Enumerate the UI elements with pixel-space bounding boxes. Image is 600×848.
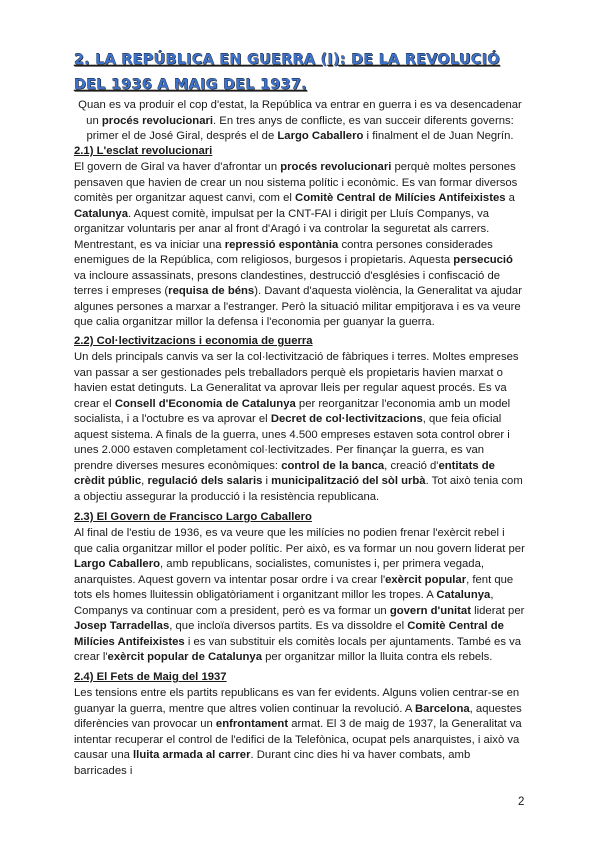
section-paragraph: Al final de l'estiu de 1936, es va veure que les milícies no podien frenar l'exèrcit rebel i que calia organitzar millor el poder polític. Per això, es va formar un nou govern liderat per Largo Caballero, amb republicans, socialistes, comunistes i, per primera vegada, anarquistes. Aquest govern va intentar posar ordre i va crear l'exèrcit popular, fent que tots els homes lluitessin obligatòriament i organitzant millor les tropes. A Catalunya, Companys va continuar com a president, però es va formar un govern d'unitat liderat per Josep Tarradellas, que incloïa diversos partits. Es va dissoldre el Comitè Central de Milícies Antifeixistes i es van substituir els comitès locals per ajuntaments. També es va crear l'exèrcit popular de Catalunya per organitzar millor la lluita contra els rebels. (74, 527, 525, 663)
intro-paragraph: Quan es va produir el cop d'estat, la República va entrar en guerra i es va desencadenar un procés revolucionari. En tres anys de conflicte, es van succeir diferents governs: primer el de José Giral, després el de Largo Caballero i finalment el de Juan Negrín. (78, 99, 522, 142)
section-heading: 2.3) El Govern de Francisco Largo Caballero (74, 511, 312, 523)
section-heading: 2.1) L'esclat revolucionari (74, 145, 213, 157)
section-paragraph: Les tensions entre els partits republicans es van fer evidents. Alguns volien centrar-se en guanyar la guerra, mentre que altres volien continuar la revolució. A Barcelona, aquestes diferències van provocar un enfrontament armat. El 3 de maig de 1937, la Generalitat va intentar recuperar el control de l'edifici de la Telefònica, ocupat pels anarquistes, i això va causar una lluita armada al carrer. Durant cinc dies hi va haver combats, amb barricades i (74, 687, 522, 777)
section-govern-largo-caballero (74, 510, 526, 666)
section-paragraph: Un dels principals canvis va ser la col·lectivització de fàbriques i terres. Moltes empreses van passar a ser gestionades pels treballadors perquè els propietaris havien marxat o havien estat detinguts. La Generalitat va aprovar lleis per regular aquest procés. Es va crear el Consell d'Economia de Catalunya per reorganitzar l'economia amb un model socialista, i a l'octubre es va aprovar el Decret de col·lectivitzacions, que feia oficial aquest sistema. A finals de la guerra, unes 4.500 empreses estaven sota control obrer i unes 2.000 estaven completament col·lectivitzades. Per finançar la guerra, es van prendre diverses mesures econòmiques: control de la banca, creació d'entitats de crèdit públic, regulació dels salaris i municipalització del sòl urbà. Tot això tenia com a objectiu assegurar la producció i la resistència republicana. (74, 351, 523, 503)
section-fets-de-maig (74, 670, 526, 779)
section-paragraph: El govern de Giral va haver d'afrontar un procés revolucionari perquè moltes persones pensaven que havien de crear un nou sistema polític i econòmic. Es van formar diversos comitès per organitzar aquest canvi, com el Comitè Central de Milícies Antifeixistes a Catalunya. Aquest comitè, impulsat per la CNT-FAI i dirigit per Lluís Companys, va organitzar voluntaris per anar al front d'Aragó i va controlar la seguretat als carrers. Mentrestant, es va iniciar una repressió espontània contra persones considerades enemigues de la República, com religiosos, burgesos i propietaris. Aquesta persecució va incloure assassinats, presons clandestines, destrucció d'esglésies i confiscació de terres i empreses (requisa de béns). Davant d'aquesta violència, la Generalitat va ajudar algunes persones a marxar a l'estranger. Però la situació militar empitjorava i es va veure que calia organitzar millor la defensa i l'economia per guanyar la guerra. (74, 161, 522, 328)
section-heading: 2.2) Col·lectivitzacions i economia de guerra (74, 335, 313, 347)
section-heading: 2.4) El Fets de Maig del 1937 (74, 671, 227, 683)
page-title: 2. LA REPÚBLICA EN GUERRA (I): DE LA REVOLUCIÓ DEL 1936 A MAIG DEL 1937. (74, 52, 500, 93)
page-number: 2 (518, 796, 525, 808)
section-collectivitzacions (74, 334, 526, 505)
section-esclat-revolucionari (74, 144, 526, 331)
